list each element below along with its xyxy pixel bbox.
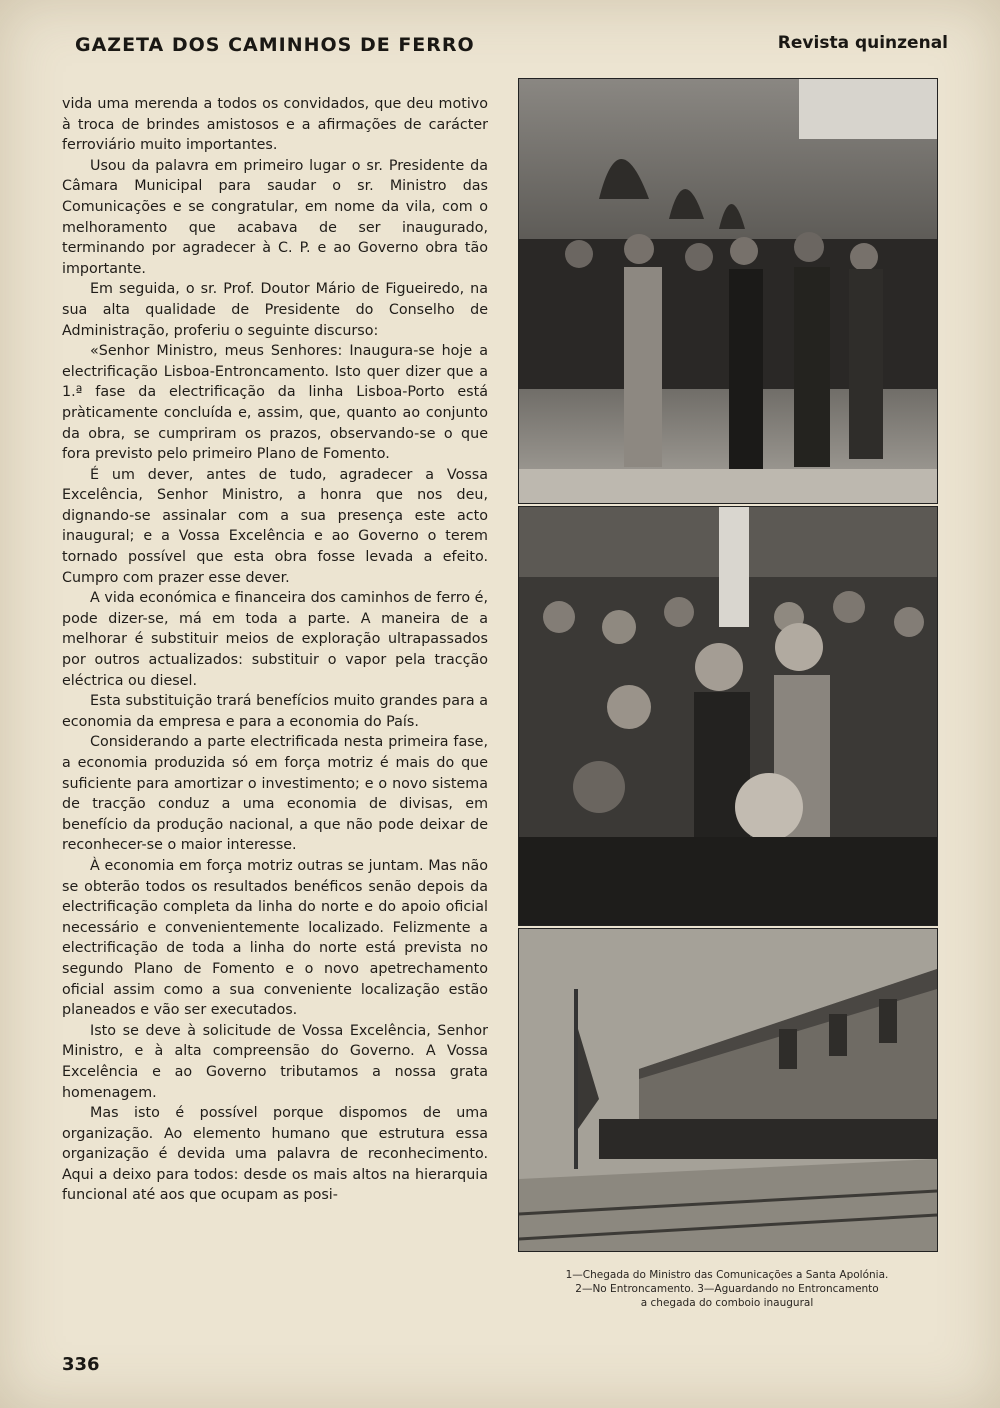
page-number: 336 [62,1354,100,1375]
masthead-title: GAZETA DOS CAMINHOS DE FERRO [75,34,475,56]
article-paragraph: «Senhor Ministro, meus Senhores: Inaugura-se hoje a electrificação Lisboa-Entroncamento. Isto quer dizer que a 1.ª fase da electrificação da linha Lisboa-Porto está pràticamente concluída e, assim, que, quanto ao conjunto da obra, se cumpriram os prazos, observando-se o que fora previsto pelo primeiro Plano de Fomento. [62,343,488,463]
article-paragraph: vida uma merenda a todos os convidados, que deu motivo à troca de brindes amistosos e a afirmações de carácter ferroviário muito importantes. [62,96,488,154]
caption-line: 2—No Entroncamento. 3—Aguardando no Entroncamento [575,1283,879,1295]
photo-no-entroncamento [518,506,938,926]
photo-ministro-chegada [518,78,938,504]
article-paragraph: Mas isto é possível porque dispomos de uma organização. Ao elemento humano que estrutura essa organização é devida uma palavra de reconhecimento. Aqui a deixo para todos: desde os mais altos na hierarquia funcional até aos que ocupam as posi- [62,1105,488,1204]
article-paragraph: A vida económica e financeira dos caminhos de ferro é, pode dizer-se, má em toda a parte. A maneira de a melhorar é substituir meios de exploração ultrapassados por outros actualizados: substituir o vapor pela tracção eléctrica ou diesel. [62,590,488,689]
caption-line: a chegada do comboio inaugural [640,1297,814,1309]
photo-crowd-illustration [519,507,937,925]
photo-caption [518,1268,936,1310]
issue-type-label: Revista quinzenal [777,33,948,53]
article-paragraph: Em seguida, o sr. Prof. Doutor Mário de Figueiredo, na sua alta qualidade de Presidente do Conselho de Administração, proferiu o seguinte discurso: [62,281,488,339]
article-text-column [62,94,488,1206]
caption-line: 1—Chegada do Ministro das Comunicações a Santa Apolónia. [565,1269,889,1281]
article-paragraph: À economia em força motriz outras se juntam. Mas não se obterão todos os resultados benéficos senão depois da electrificação completa da linha do norte e do apoio oficial necessário e convenientemente localizado. Felizmente a electrificação de toda a linha do norte está prevista no segundo Plano de Fomento e o novo apetrechamento oficial assim como a sua conveniente localização estão planeados e vão ser executados. [62,857,488,1019]
photo-aguardando-comboio [518,928,938,1252]
article-paragraph: Usou da palavra em primeiro lugar o sr. Presidente da Câmara Municipal para saudar o sr. Ministro das Comunicações e se congratular, em nome da vila, com o melhoramento que acabava de ser inaugurado, terminando por agradecer à C. P. e ao Governo obra tão importante. [62,157,488,277]
article-paragraph: É um dever, antes de tudo, agradecer a Vossa Excelência, Senhor Ministro, a honra que nos deu, dignando-se assinalar com a sua presença este acto inaugural; e a Vossa Excelência e ao Governo o terem tornado possível que esta obra fosse levada a efeito. Cumpro com prazer esse dever. [62,466,488,586]
article-paragraph: Esta substituição trará benefícios muito grandes para a economia da empresa e para a economia do País. [62,693,488,730]
photo-platform-crowd-illustration [519,929,937,1251]
article-paragraph: Considerando a parte electrificada nesta primeira fase, a economia produzida só em força motriz é mais do que suficiente para amortizar o investimento; e o novo sistema de tracção conduz a uma economia de divisas, em benefício da produção nacional, a que não pode deixar de reconhecer-se o maior interesse. [62,734,488,854]
photo-station-hall-illustration [519,79,937,503]
article-paragraph: Isto se deve à solicitude de Vossa Excelência, Senhor Ministro, e à alta compreensão do Governo. A Vossa Excelência e ao Governo tributamos a nossa grata homenagem. [62,1022,488,1101]
